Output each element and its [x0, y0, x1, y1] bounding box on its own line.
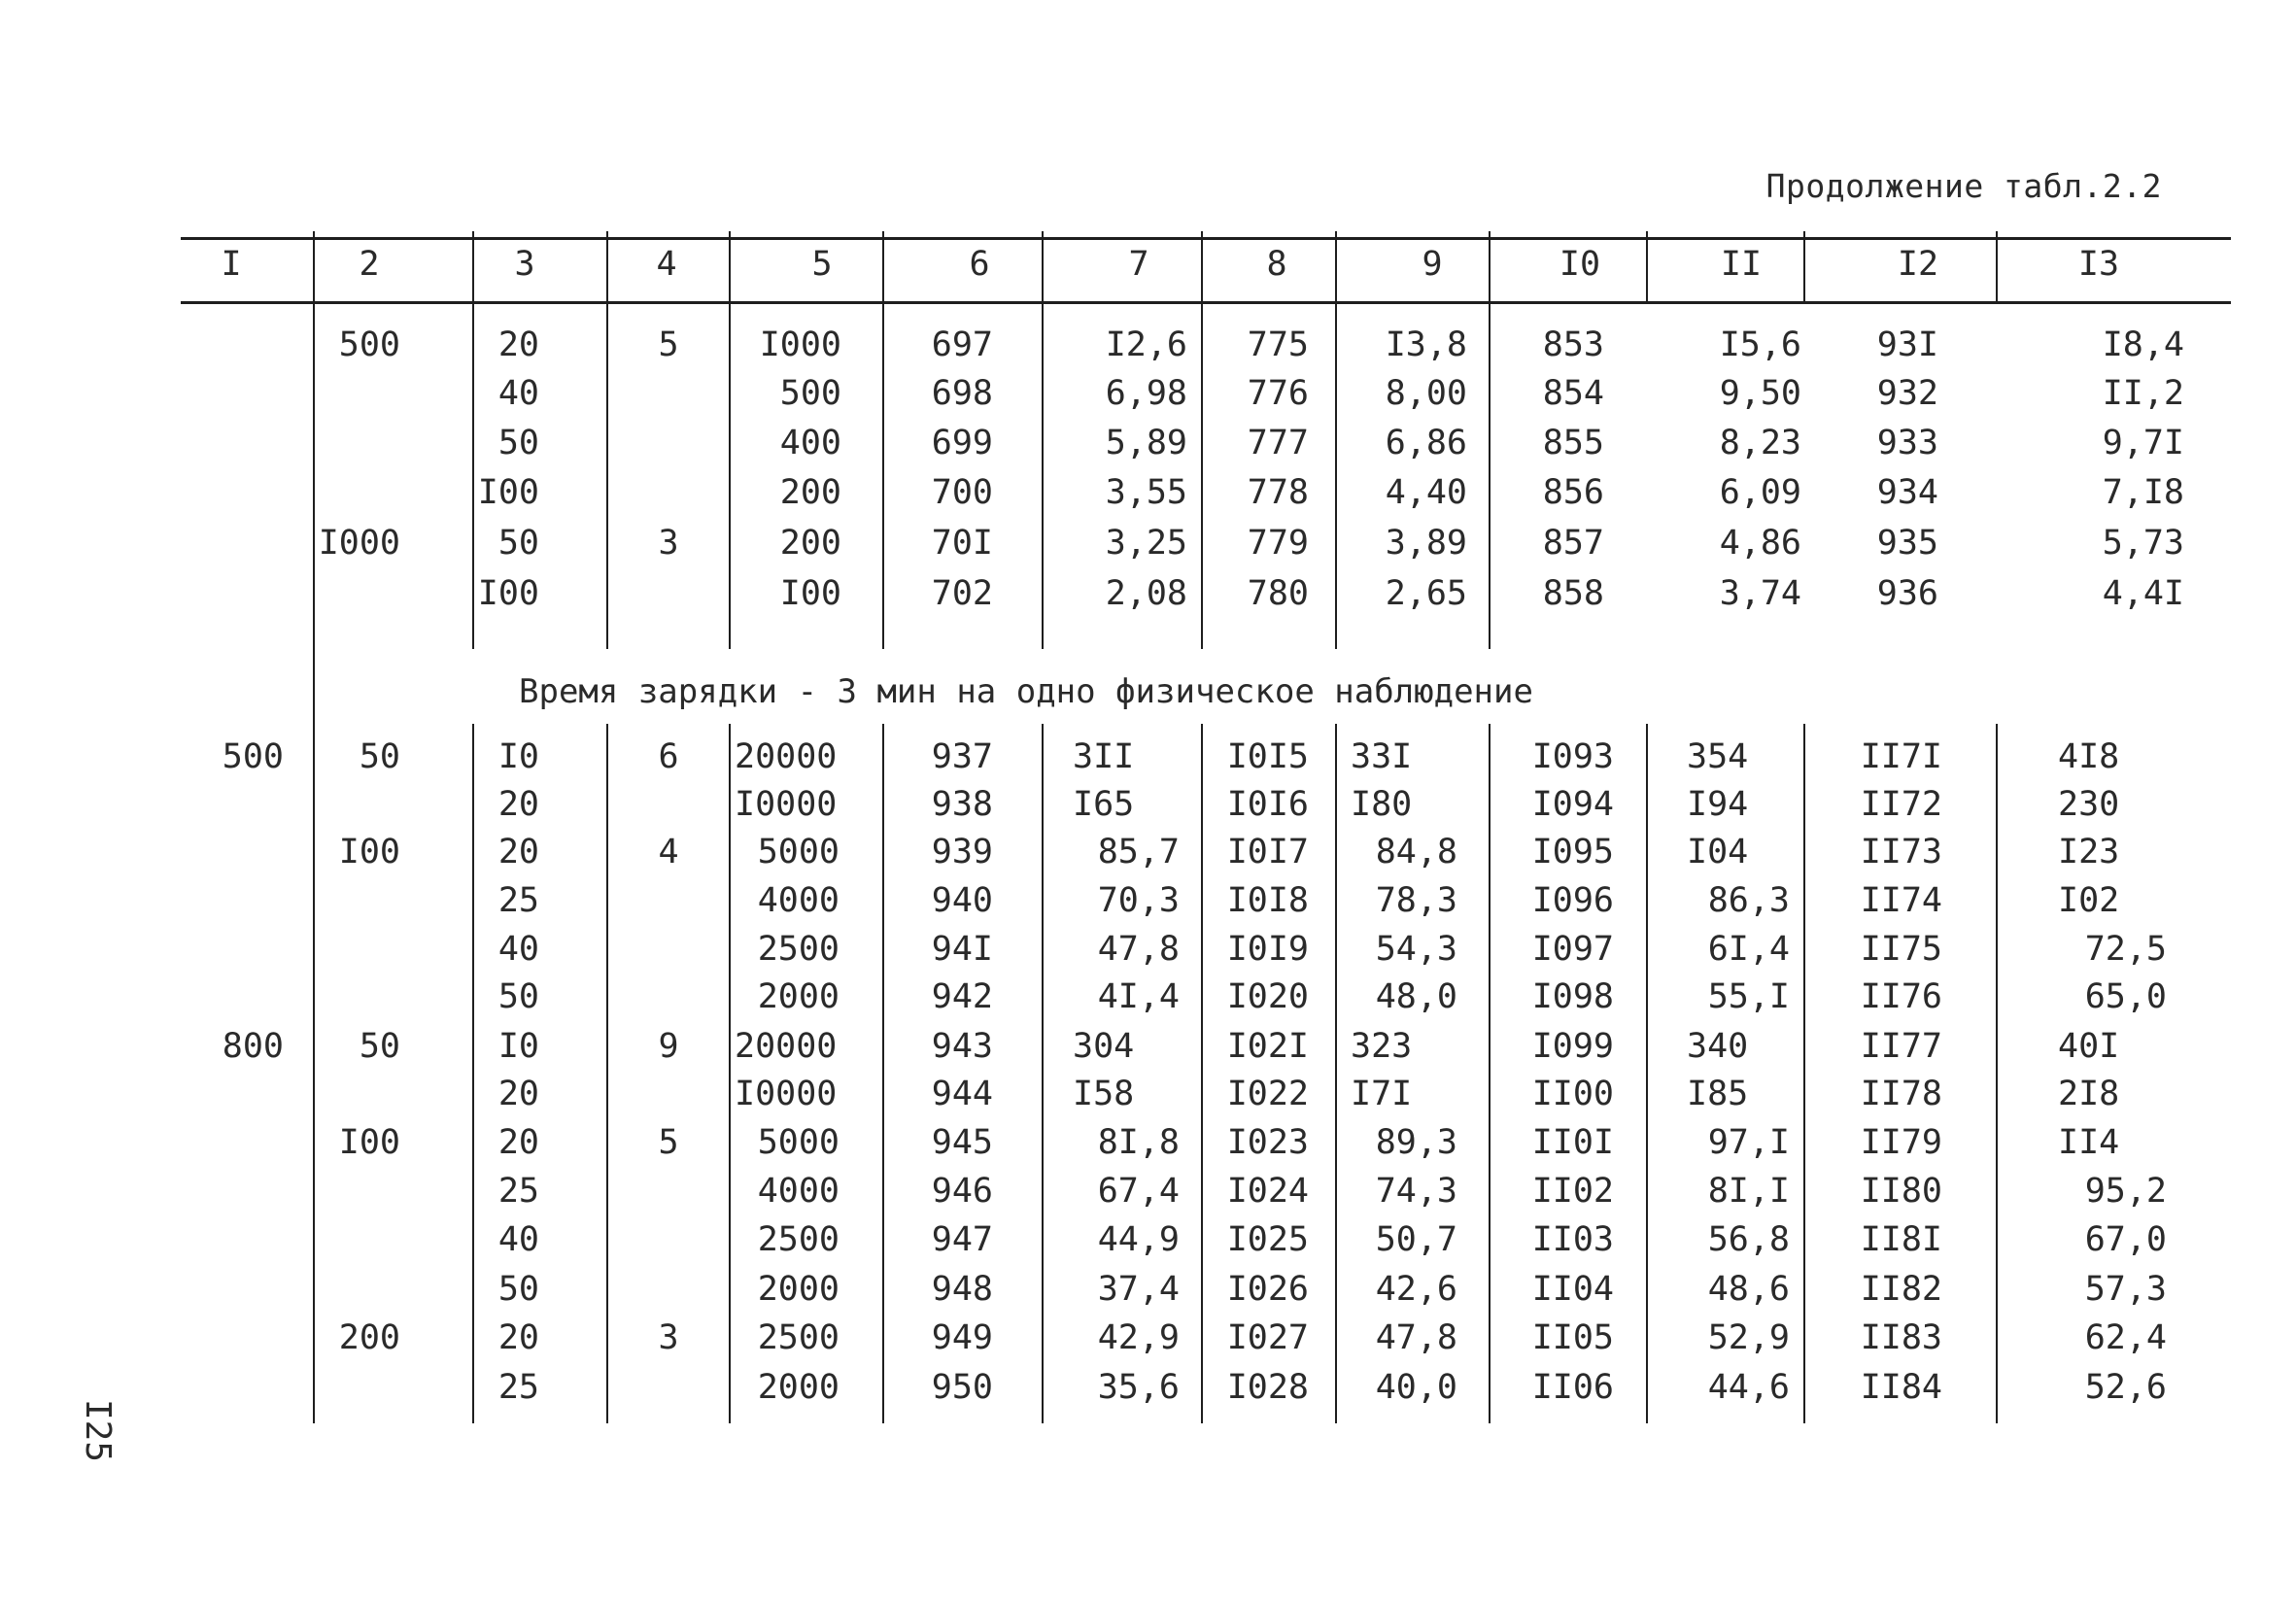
table-cell: 856	[1542, 473, 1604, 512]
column-rule	[882, 724, 884, 1423]
column-rule	[1489, 303, 1491, 649]
table-cell: 500	[779, 374, 841, 413]
table-cell: I000	[759, 325, 841, 364]
table-cell: 697	[931, 325, 993, 364]
table-cell: 48,0	[1375, 977, 1457, 1016]
table-cell: 9,7I	[2102, 424, 2184, 462]
table-cell: 57,3	[2084, 1270, 2167, 1309]
table-cell: 698	[931, 374, 993, 413]
column-rule	[313, 303, 315, 420]
table-cell: I097	[1531, 930, 1614, 969]
column-header: 7	[1128, 245, 1149, 284]
table-cell: II80	[1860, 1172, 1942, 1211]
table-cell: 5	[658, 325, 679, 364]
table-cell: 42,9	[1097, 1318, 1180, 1357]
column-rule	[1042, 231, 1044, 303]
table-cell: I096	[1531, 881, 1614, 920]
column-rule	[1201, 231, 1203, 303]
table-cell: 776	[1247, 374, 1309, 413]
table-top-rule	[181, 237, 2231, 240]
column-rule	[1042, 724, 1044, 1423]
table-cell: 25	[497, 1172, 539, 1211]
column-rule	[1646, 724, 1648, 1423]
column-header: 2	[359, 245, 380, 284]
table-cell: II79	[1860, 1123, 1942, 1162]
table-cell: 4000	[757, 881, 840, 920]
table-cell: 20	[497, 1318, 539, 1357]
table-cell: 937	[931, 737, 993, 776]
table-cell: 5000	[757, 833, 840, 871]
section-title: Время зарядки - 3 мин на одно физическое наблюдение	[519, 672, 1533, 711]
table-cell: 400	[779, 424, 841, 462]
table-cell: II82	[1860, 1270, 1942, 1309]
table-cell: 8I,8	[1097, 1123, 1180, 1162]
table-cell: I00	[477, 473, 539, 512]
table-cell: I095	[1531, 833, 1614, 871]
table-cell: 6	[658, 737, 679, 776]
table-cell: 934	[1876, 473, 1938, 512]
table-cell: 48,6	[1707, 1270, 1790, 1309]
column-rule	[606, 303, 608, 649]
table-cell: 200	[338, 1318, 400, 1357]
column-header: 8	[1266, 245, 1287, 284]
table-cell: 67,0	[2084, 1220, 2167, 1259]
table-caption: Продолжение табл.2.2	[1765, 167, 2162, 205]
column-rule	[313, 231, 315, 303]
table-cell: 700	[931, 473, 993, 512]
table-cell: I00	[477, 574, 539, 613]
table-cell: I094	[1531, 785, 1614, 824]
table-cell: 6,09	[1719, 473, 1801, 512]
table-cell: I0000	[735, 1075, 838, 1113]
table-cell: 8,23	[1719, 424, 1801, 462]
table-cell: 55,I	[1707, 977, 1790, 1016]
table-cell: 950	[931, 1368, 993, 1407]
table-cell: 54,3	[1375, 930, 1457, 969]
table-cell: II83	[1860, 1318, 1942, 1357]
table-cell: 84,8	[1375, 833, 1457, 871]
table-cell: 52,9	[1707, 1318, 1790, 1357]
table-cell: 935	[1876, 524, 1938, 563]
table-cell: II8I	[1860, 1220, 1942, 1259]
table-cell: 942	[931, 977, 993, 1016]
table-cell: 40I	[2058, 1027, 2120, 1066]
table-cell: 4I,4	[1097, 977, 1180, 1016]
column-rule	[313, 649, 315, 727]
table-cell: II00	[1531, 1075, 1614, 1113]
table-cell: 25	[497, 881, 539, 920]
column-header: I0	[1559, 245, 1601, 284]
table-cell: 4	[658, 833, 679, 871]
table-cell: II74	[1860, 881, 1942, 920]
table-cell: I7I	[1351, 1075, 1413, 1113]
table-cell: II73	[1860, 833, 1942, 871]
table-cell: 3,74	[1719, 574, 1801, 613]
column-rule	[1335, 231, 1337, 303]
table-cell: 3,55	[1105, 473, 1187, 512]
table-cell: I020	[1226, 977, 1309, 1016]
table-cell: 946	[931, 1172, 993, 1211]
table-cell: 2,65	[1385, 574, 1467, 613]
column-header: 5	[811, 245, 833, 284]
table-cell: 200	[779, 473, 841, 512]
table-cell: 50	[497, 1270, 539, 1309]
table-cell: 33I	[1351, 737, 1413, 776]
table-cell: 50,7	[1375, 1220, 1457, 1259]
table-cell: 6I,4	[1707, 930, 1790, 969]
table-cell: 777	[1247, 424, 1309, 462]
table-cell: 2000	[757, 1270, 840, 1309]
table-cell: 6,86	[1385, 424, 1467, 462]
column-rule	[472, 231, 474, 303]
table-cell: II02	[1531, 1172, 1614, 1211]
table-cell: II05	[1531, 1318, 1614, 1357]
table-cell: 20	[497, 1123, 539, 1162]
table-cell: II76	[1860, 977, 1942, 1016]
table-cell: 20000	[735, 737, 838, 776]
table-cell: I028	[1226, 1368, 1309, 1407]
table-cell: I098	[1531, 977, 1614, 1016]
column-rule	[729, 231, 731, 303]
table-cell: 95,2	[2084, 1172, 2167, 1211]
table-cell: I5,6	[1719, 325, 1801, 364]
column-header: I2	[1897, 245, 1939, 284]
table-cell: 40	[497, 374, 539, 413]
table-cell: 945	[931, 1123, 993, 1162]
table-cell: 50	[359, 1027, 400, 1066]
table-cell: II77	[1860, 1027, 1942, 1066]
table-cell: II7I	[1860, 737, 1942, 776]
table-cell: I02	[2058, 881, 2120, 920]
table-cell: I85	[1687, 1075, 1749, 1113]
table-cell: II04	[1531, 1270, 1614, 1309]
table-cell: I58	[1073, 1075, 1135, 1113]
table-cell: II,2	[2102, 374, 2184, 413]
table-cell: I0I6	[1226, 785, 1309, 824]
table-cell: I0I9	[1226, 930, 1309, 969]
table-cell: 25	[497, 1368, 539, 1407]
table-cell: 304	[1073, 1027, 1135, 1066]
table-cell: 5,73	[2102, 524, 2184, 563]
column-rule	[1803, 724, 1805, 1423]
table-cell: I0	[497, 1027, 539, 1066]
table-cell: 944	[931, 1075, 993, 1113]
table-cell: I00	[338, 833, 400, 871]
table-cell: 20	[497, 325, 539, 364]
table-cell: 340	[1687, 1027, 1749, 1066]
column-rule	[1803, 231, 1805, 303]
column-rule	[1201, 724, 1203, 1423]
table-cell: 5,89	[1105, 424, 1187, 462]
column-header: 4	[656, 245, 677, 284]
table-cell: 4000	[757, 1172, 840, 1211]
column-rule	[1489, 231, 1491, 303]
table-cell: 9	[658, 1027, 679, 1066]
table-cell: 7,I8	[2102, 473, 2184, 512]
table-cell: II03	[1531, 1220, 1614, 1259]
table-cell: 854	[1542, 374, 1604, 413]
table-cell: 50	[359, 737, 400, 776]
column-header: I	[221, 245, 242, 284]
table-cell: I3,8	[1385, 325, 1467, 364]
column-header: I3	[2077, 245, 2120, 284]
table-cell: 62,4	[2084, 1318, 2167, 1357]
table-cell: 42,6	[1375, 1270, 1457, 1309]
table-cell: 3,25	[1105, 524, 1187, 563]
table-cell: 20	[497, 1075, 539, 1113]
table-cell: I022	[1226, 1075, 1309, 1113]
table-cell: I23	[2058, 833, 2120, 871]
table-cell: 775	[1247, 325, 1309, 364]
table-cell: 72,5	[2084, 930, 2167, 969]
column-rule	[1201, 303, 1203, 649]
table-cell: I099	[1531, 1027, 1614, 1066]
table-cell: 778	[1247, 473, 1309, 512]
page-number: I25	[78, 1398, 119, 1463]
table-cell: 2000	[757, 977, 840, 1016]
table-cell: 2I8	[2058, 1075, 2120, 1113]
table-cell: 853	[1542, 325, 1604, 364]
column-rule	[1489, 724, 1491, 1423]
table-cell: 4,86	[1719, 524, 1801, 563]
column-rule	[313, 724, 315, 1423]
table-cell: 3,89	[1385, 524, 1467, 563]
column-rule	[1042, 303, 1044, 649]
table-cell: 40,0	[1375, 1368, 1457, 1407]
table-cell: 8I,I	[1707, 1172, 1790, 1211]
table-cell: I65	[1073, 785, 1135, 824]
table-cell: 943	[931, 1027, 993, 1066]
table-cell: 47,8	[1097, 930, 1180, 969]
table-cell: II0I	[1531, 1123, 1614, 1162]
table-cell: II06	[1531, 1368, 1614, 1407]
table-cell: 2000	[757, 1368, 840, 1407]
table-cell: 6,98	[1105, 374, 1187, 413]
table-cell: 2500	[757, 1220, 840, 1259]
table-cell: 949	[931, 1318, 993, 1357]
column-rule	[472, 724, 474, 1423]
table-cell: 940	[931, 881, 993, 920]
table-cell: 5	[658, 1123, 679, 1162]
table-cell: 354	[1687, 737, 1749, 776]
table-cell: I026	[1226, 1270, 1309, 1309]
table-cell: I000	[318, 524, 400, 563]
table-cell: 932	[1876, 374, 1938, 413]
column-header: 6	[969, 245, 990, 284]
table-cell: 2,08	[1105, 574, 1187, 613]
table-cell: 936	[1876, 574, 1938, 613]
column-rule	[1996, 724, 1998, 1423]
table-cell: I8,4	[2102, 325, 2184, 364]
table-cell: 50	[497, 524, 539, 563]
table-cell: 933	[1876, 424, 1938, 462]
table-cell: 9,50	[1719, 374, 1801, 413]
column-rule	[1646, 231, 1648, 303]
table-cell: 230	[2058, 785, 2120, 824]
table-cell: 70I	[931, 524, 993, 563]
table-cell: 52,6	[2084, 1368, 2167, 1407]
table-cell: 4,4I	[2102, 574, 2184, 613]
table-cell: 89,3	[1375, 1123, 1457, 1162]
column-rule	[882, 303, 884, 649]
table-cell: 44,9	[1097, 1220, 1180, 1259]
table-cell: 56,8	[1707, 1220, 1790, 1259]
table-cell: 50	[497, 977, 539, 1016]
table-cell: I00	[779, 574, 841, 613]
column-header: 3	[514, 245, 535, 284]
table-cell: 20	[497, 833, 539, 871]
column-rule	[882, 231, 884, 303]
table-cell: I093	[1531, 737, 1614, 776]
table-cell: 200	[779, 524, 841, 563]
table-cell: 4,40	[1385, 473, 1467, 512]
table-cell: 2500	[757, 1318, 840, 1357]
table-cell: 47,8	[1375, 1318, 1457, 1357]
table-cell: 20000	[735, 1027, 838, 1066]
table-cell: II72	[1860, 785, 1942, 824]
table-cell: 3	[658, 524, 679, 563]
table-cell: 855	[1542, 424, 1604, 462]
table-cell: I027	[1226, 1318, 1309, 1357]
table-cell: 78,3	[1375, 881, 1457, 920]
table-cell: 857	[1542, 524, 1604, 563]
table-cell: 37,4	[1097, 1270, 1180, 1309]
table-cell: 500	[338, 325, 400, 364]
table-cell: 779	[1247, 524, 1309, 563]
table-cell: 93I	[1876, 325, 1938, 364]
table-cell: I04	[1687, 833, 1749, 871]
table-header-rule	[181, 301, 2231, 304]
table-cell: 86,3	[1707, 881, 1790, 920]
table-cell: I0I7	[1226, 833, 1309, 871]
table-cell: I0000	[735, 785, 838, 824]
table-cell: 65,0	[2084, 977, 2167, 1016]
table-cell: 70,3	[1097, 881, 1180, 920]
table-cell: I0I8	[1226, 881, 1309, 920]
table-cell: II4	[2058, 1123, 2120, 1162]
table-cell: 858	[1542, 574, 1604, 613]
table-cell: I80	[1351, 785, 1413, 824]
column-header: II	[1720, 245, 1763, 284]
table-cell: I2,6	[1105, 325, 1187, 364]
table-cell: 74,3	[1375, 1172, 1457, 1211]
table-cell: II84	[1860, 1368, 1942, 1407]
column-rule	[1996, 231, 1998, 303]
table-cell: 85,7	[1097, 833, 1180, 871]
table-cell: 780	[1247, 574, 1309, 613]
column-rule	[606, 231, 608, 303]
table-cell: 8,00	[1385, 374, 1467, 413]
table-cell: II75	[1860, 930, 1942, 969]
table-cell: 800	[222, 1027, 284, 1066]
table-cell: 2500	[757, 930, 840, 969]
table-cell: I02I	[1226, 1027, 1309, 1066]
table-cell: I024	[1226, 1172, 1309, 1211]
table-cell: 702	[931, 574, 993, 613]
table-cell: 35,6	[1097, 1368, 1180, 1407]
column-rule	[1335, 724, 1337, 1423]
table-cell: I025	[1226, 1220, 1309, 1259]
table-cell: I00	[338, 1123, 400, 1162]
table-cell: 40	[497, 930, 539, 969]
column-rule	[606, 724, 608, 1423]
table-cell: 500	[222, 737, 284, 776]
table-cell: 5000	[757, 1123, 840, 1162]
table-cell: 948	[931, 1270, 993, 1309]
column-rule	[472, 303, 474, 649]
table-cell: I0	[497, 737, 539, 776]
table-cell: 3	[658, 1318, 679, 1357]
column-rule	[1335, 303, 1337, 649]
table-cell: 323	[1351, 1027, 1413, 1066]
table-cell: 97,I	[1707, 1123, 1790, 1162]
table-cell: 94I	[931, 930, 993, 969]
table-cell: 40	[497, 1220, 539, 1259]
table-cell: 4I8	[2058, 737, 2120, 776]
column-rule	[729, 303, 731, 649]
table-cell: I0I5	[1226, 737, 1309, 776]
table-cell: 67,4	[1097, 1172, 1180, 1211]
table-cell: 938	[931, 785, 993, 824]
column-rule	[729, 724, 731, 1423]
table-cell: 50	[497, 424, 539, 462]
table-cell: I023	[1226, 1123, 1309, 1162]
table-cell: II78	[1860, 1075, 1942, 1113]
table-cell: 44,6	[1707, 1368, 1790, 1407]
table-cell: 20	[497, 785, 539, 824]
table-cell: 3II	[1073, 737, 1135, 776]
table-cell: 699	[931, 424, 993, 462]
table-cell: 939	[931, 833, 993, 871]
table-cell: I94	[1687, 785, 1749, 824]
column-header: 9	[1422, 245, 1443, 284]
table-cell: 947	[931, 1220, 993, 1259]
